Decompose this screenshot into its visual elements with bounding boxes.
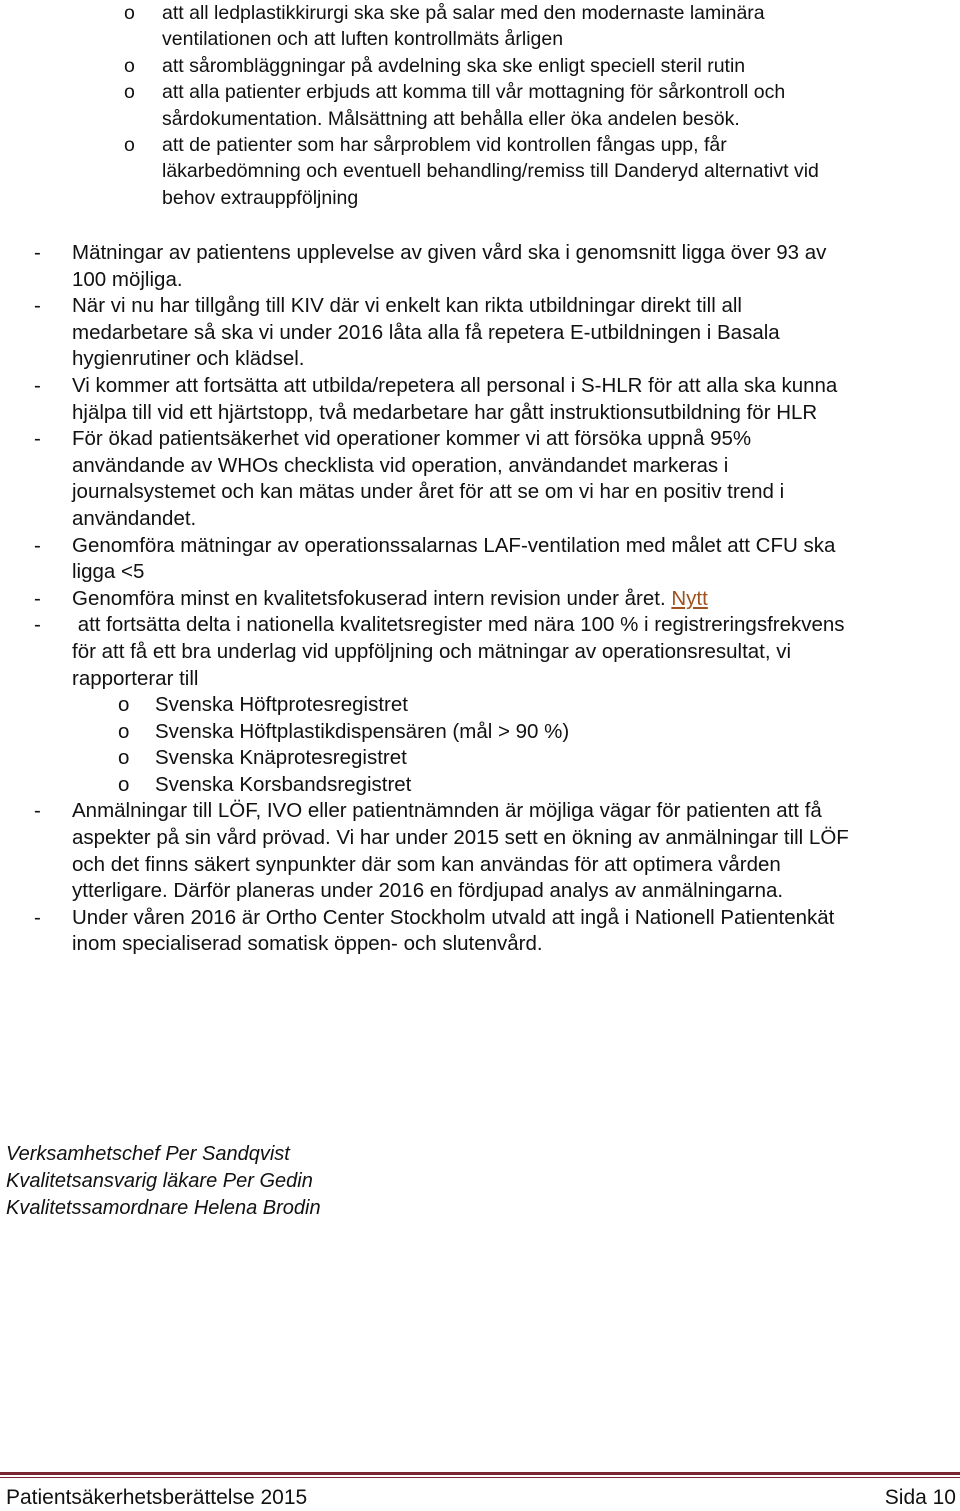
registry-name: Svenska Knäprotesregistret	[155, 746, 407, 770]
dash-list-item	[0, 373, 960, 426]
page-number: Sida 10	[884, 1486, 956, 1509]
dash-bullet-icon: -	[34, 533, 41, 557]
sub-bullet-item	[0, 0, 960, 53]
text-line: När vi nu har tillgång till KIV där vi enkelt kan rikta utbildningar direkt till all	[72, 294, 742, 318]
text-line: läkarbedömning och eventuell behandling/remiss till Danderyd alternativt vid	[162, 160, 819, 183]
registry-item	[72, 692, 944, 719]
main-dash-list	[0, 240, 960, 958]
signature-line: Kvalitetssamordnare Helena Brodin	[6, 1196, 321, 1219]
dash-list-item	[0, 612, 960, 798]
circle-bullet-icon: o	[118, 746, 130, 770]
dash-list-item	[0, 240, 960, 293]
text-line: användande av WHOs checklista vid operation, användandet markeras i	[72, 453, 729, 477]
dash-list-item	[0, 533, 960, 586]
dash-bullet-icon: -	[34, 294, 41, 318]
text-line: att all ledplastikkirurgi ska ske på salar med den modernaste laminära	[162, 2, 765, 24]
sub-bullet-item	[0, 53, 960, 79]
dash-list-item	[0, 586, 960, 613]
footer-divider	[0, 1472, 960, 1475]
text-line: ytterligare. Därför planeras under 2016 en fördjupad analys av anmälningarna.	[72, 879, 784, 903]
registry-item	[72, 745, 944, 772]
circle-bullet-icon: o	[124, 134, 135, 157]
text-line: sårdokumentation. Målsättning att behålla eller öka andelen besök.	[162, 107, 740, 130]
registry-name: Svenska Korsbandsregistret	[155, 772, 412, 796]
sub-bullet-list	[0, 0, 960, 211]
registry-item	[72, 719, 944, 746]
text-line: att alla patienter erbjuds att komma till vår mottagning för sårkontroll och	[162, 81, 786, 104]
text-line: ventilationen och att luften kontrollmäts årligen	[162, 28, 564, 51]
text-line: ligga <5	[72, 560, 145, 584]
circle-bullet-icon: o	[124, 81, 135, 104]
text-line: Under våren 2016 är Ortho Center Stockholm utvald att ingå i Nationell Patientenkät	[72, 905, 835, 929]
dash-bullet-icon: -	[34, 905, 41, 929]
text-line: behov extrauppföljning	[162, 186, 359, 209]
dash-list-item	[0, 426, 960, 532]
registry-list	[72, 692, 944, 798]
circle-bullet-icon: o	[124, 54, 135, 77]
footer-title: Patientsäkerhetsberättelse 2015	[6, 1486, 308, 1509]
text-line: att sårombläggningar på avdelning ska ske enligt speciell steril rutin	[162, 54, 746, 77]
revision-text: Genomföra minst en kvalitetsfokuserad intern revision under året.	[72, 586, 666, 610]
signature-line: Kvalitetsansvarig läkare Per Gedin	[6, 1169, 313, 1192]
circle-bullet-icon: o	[118, 719, 130, 743]
text-line: och det finns säkert synpunkter där som kan användas för att optimera vården	[72, 852, 781, 876]
text-line: Anmälningar till LÖF, IVO eller patientnämnden är möjliga vägar för patienten att få	[72, 799, 822, 823]
text-line: Vi kommer att fortsätta att utbilda/repetera all personal i S-HLR för att alla ska kunna	[72, 373, 838, 397]
sub-bullet-item	[0, 132, 960, 211]
circle-bullet-icon: o	[124, 2, 135, 24]
dash-list-item	[0, 798, 960, 904]
text-line: medarbetare så ska vi under 2016 låta alla få repetera E-utbildningen i Basala	[72, 320, 780, 344]
text-line	[72, 586, 944, 613]
footer-divider-thin	[0, 1477, 960, 1478]
text-line: 100 möjliga.	[72, 267, 183, 291]
text-line: aspekter på sin vård prövad. Vi har under 2015 sett en ökning av anmälningar till LÖF	[72, 826, 849, 850]
text-line: för att få ett bra underlag vid uppföljning och mätningar av operationsresultat, vi	[72, 639, 792, 663]
text-line: hygienrutiner och klädsel.	[72, 347, 305, 371]
page-footer	[6, 1486, 956, 1510]
text-line: Mätningar av patientens upplevelse av given vård ska i genomsnitt ligga över 93 av	[72, 241, 827, 264]
text-line: Genomföra mätningar av operationssalarnas LAF-ventilation med målet att CFU ska	[72, 533, 836, 557]
registry-name: Svenska Höftprotesregistret	[155, 693, 408, 717]
text-line: att de patienter som har sårproblem vid kontrollen fångas upp, får	[162, 134, 727, 157]
signature-block	[6, 1141, 321, 1221]
registry-name: Svenska Höftplastikdispensären (mål > 90 %)	[155, 719, 570, 743]
text-line: användandet.	[72, 506, 197, 530]
registry-item	[72, 772, 944, 799]
text-line: rapporterar till	[72, 666, 199, 690]
text-line: att fortsätta delta i nationella kvalitetsregister med nära 100 % i registreringsfrekvens	[72, 613, 845, 637]
dash-list-item	[0, 293, 960, 373]
text-line: journalsystemet och kan mätas under året för att se om vi har en positiv trend i	[72, 480, 785, 504]
nytt-link[interactable]: Nytt	[671, 586, 708, 610]
dash-bullet-icon: -	[34, 586, 41, 610]
signature-line: Verksamhetschef Per Sandqvist	[6, 1143, 290, 1165]
dash-bullet-icon: -	[34, 613, 41, 637]
dash-bullet-icon: -	[34, 427, 41, 451]
dash-list-item	[0, 905, 960, 958]
dash-bullet-icon: -	[34, 373, 41, 397]
dash-bullet-icon: -	[34, 241, 41, 264]
sub-bullet-item	[0, 79, 960, 132]
circle-bullet-icon: o	[118, 772, 130, 796]
circle-bullet-icon: o	[118, 693, 130, 717]
text-line: inom specialiserad somatisk öppen- och slutenvård.	[72, 932, 543, 956]
text-line: hjälpa till vid ett hjärtstopp, två medarbetare har gått instruktionsutbildning för HLR	[72, 400, 818, 424]
text-line: För ökad patientsäkerhet vid operationer kommer vi att försöka uppnå 95%	[72, 427, 752, 451]
dash-bullet-icon: -	[34, 799, 41, 823]
